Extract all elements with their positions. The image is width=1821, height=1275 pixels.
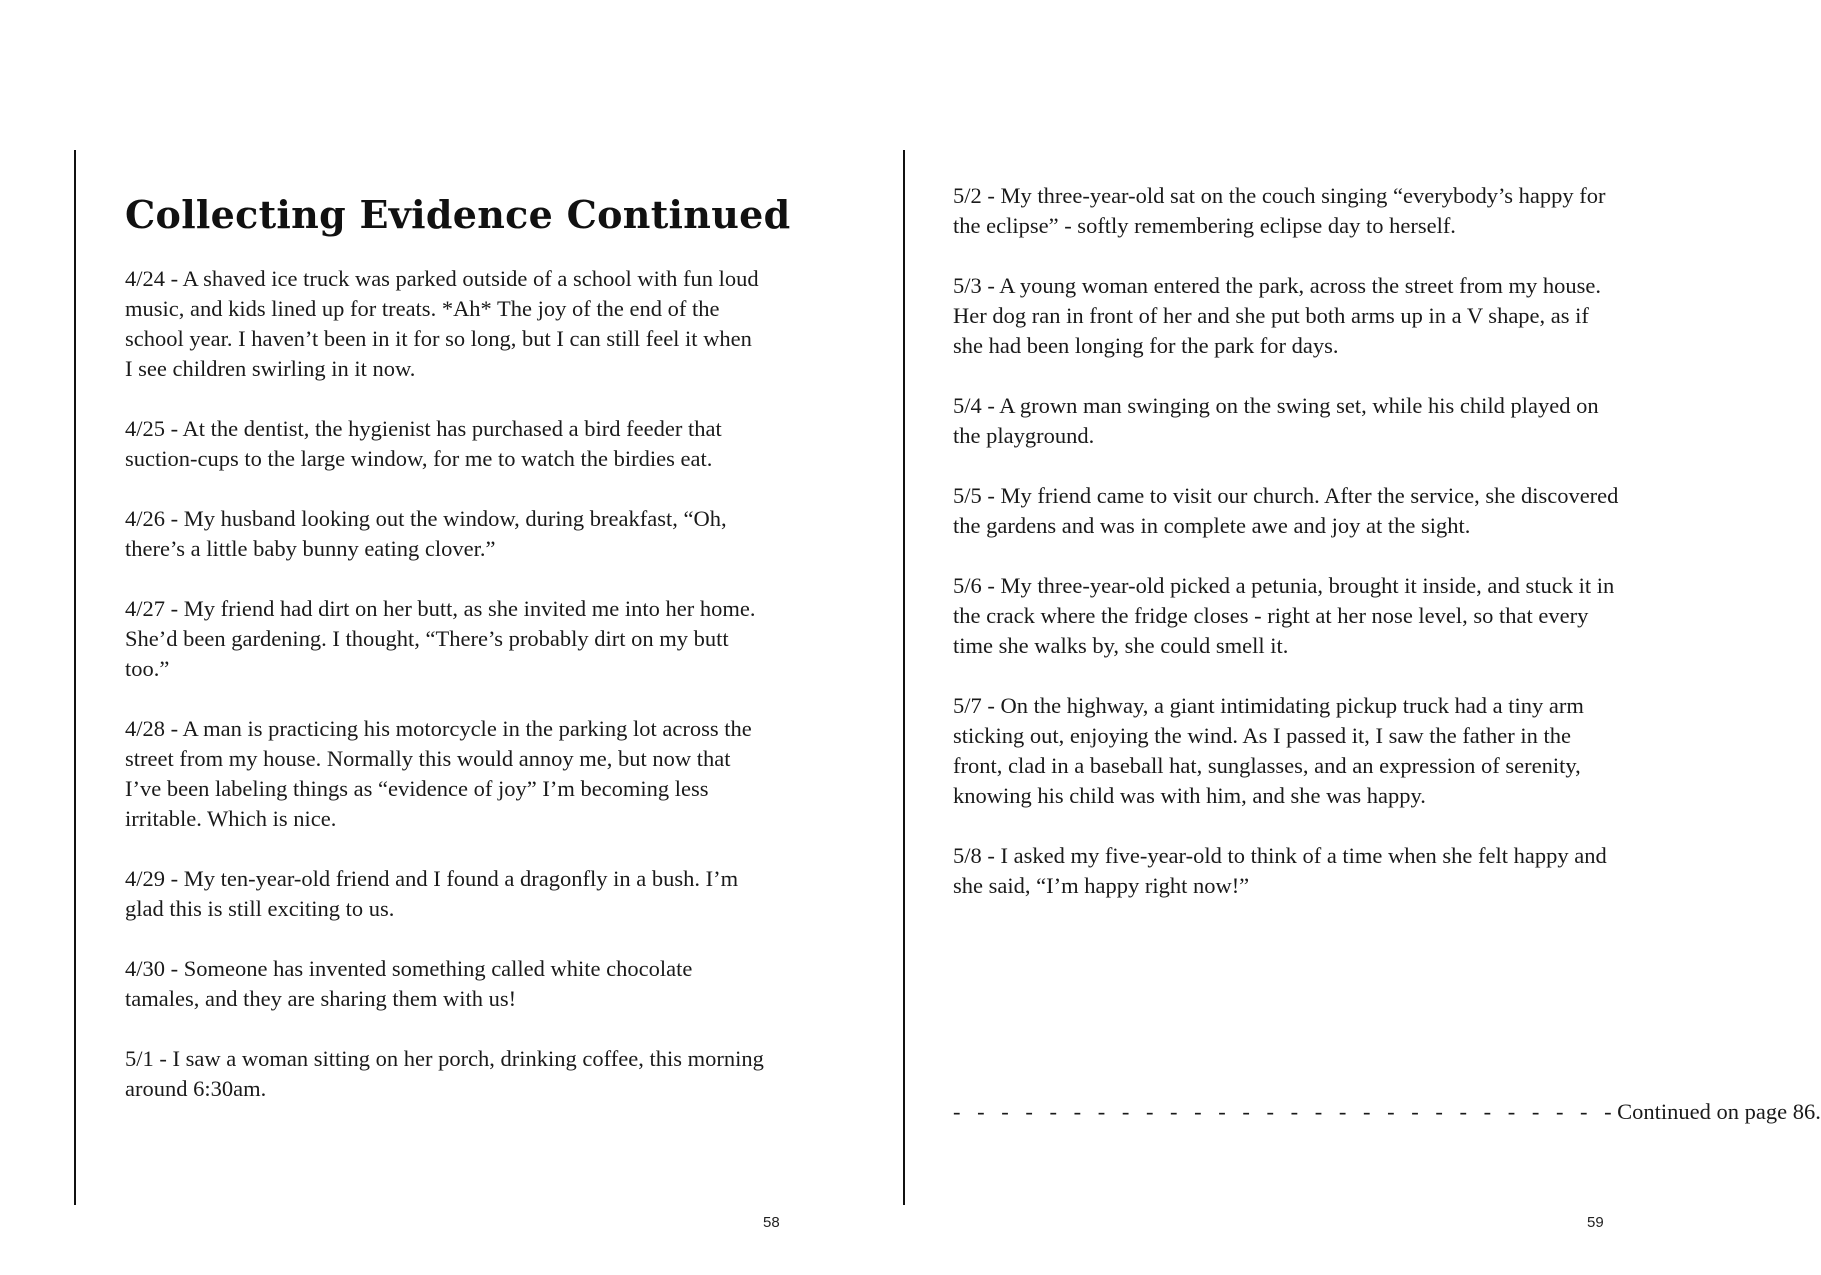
journal-entry: 5/7 - On the highway, a giant intimidating pickup truck had a tiny arm sticking out, enjoying the wind. As I passed it, I saw the father in the front, clad in a baseball hat, sunglasses, and an expression of serenity, knowing his child was with him, and she was happy. [953,693,1584,808]
journal-entry: 4/27 - My friend had dirt on her butt, as she invited me into her home. She’d been gardening. I thought, “There’s probably dirt on my butt too.” [125,596,756,681]
journal-entry: 4/24 - A shaved ice truck was parked outside of a school with fun loud music, and kids lined up for treats. *Ah* The joy of the end of the school year. I haven’t been in it for so long, but I can still feel it when I see children swirling in it now. [125,266,759,381]
page-number: 59 [1587,1214,1604,1231]
journal-entry: 4/29 - My ten-year-old friend and I found a dragonfly in a bush. I’m glad this is still exciting to us. [125,866,739,921]
right-page [825,0,1821,1275]
journal-entry: 5/5 - My friend came to visit our church. After the service, she discovered the gardens and was in complete awe and joy at the sight. [953,483,1619,538]
journal-entry: 4/26 - My husband looking out the window, during breakfast, “Oh, there’s a little baby bunny eating clover.” [125,506,727,561]
journal-entry: 4/30 - Someone has invented something called white chocolate tamales, and they are sharing them with us! [125,956,693,1011]
journal-entry: 5/3 - A young woman entered the park, across the street from my house. Her dog ran in front of her and she put both arms up in a V shape, as if she had been longing for the park for days. [953,273,1601,358]
continued-text: Continued on page 86. [1617,1099,1821,1124]
continued-dashes: - - - - - - - - - - - - - - - - - - - - - - - - - - - - [953,1099,1618,1124]
left-page [0,0,825,1275]
journal-entry: 4/25 - At the dentist, the hygienist has purchased a bird feeder that suction-cups to the large window, for me to watch the birdies eat. [125,416,722,471]
journal-entry: 5/6 - My three-year-old picked a petunia, brought it inside, and stuck it in the crack where the fridge closes - right at her nose level, so that every time she walks by, she could smell it. [953,573,1615,658]
right-margin-rule [903,150,905,1205]
left-entry-list [125,264,765,1134]
continued-note [953,1097,1821,1127]
left-margin-rule [74,150,76,1205]
journal-entry: 5/2 - My three-year-old sat on the couch singing “everybody’s happy for the eclipse” - softly remembering eclipse day to herself. [953,183,1606,238]
journal-entry: 5/1 - I saw a woman sitting on her porch, drinking coffee, this morning around 6:30am. [125,1046,764,1101]
journal-entry: 5/4 - A grown man swinging on the swing set, while his child played on the playground. [953,393,1599,448]
page-number: 58 [763,1214,780,1231]
journal-entry: 4/28 - A man is practicing his motorcycle in the parking lot across the street from my house. Normally this would annoy me, but now that I’ve been labeling things as “evidence of joy” I’m becoming less irritable. Which is nice. [125,716,752,831]
page-title: Collecting Evidence Continued [125,192,791,237]
journal-entry: 5/8 - I asked my five-year-old to think of a time when she felt happy and she said, “I’m happy right now!” [953,843,1607,898]
right-entry-list [953,181,1623,931]
